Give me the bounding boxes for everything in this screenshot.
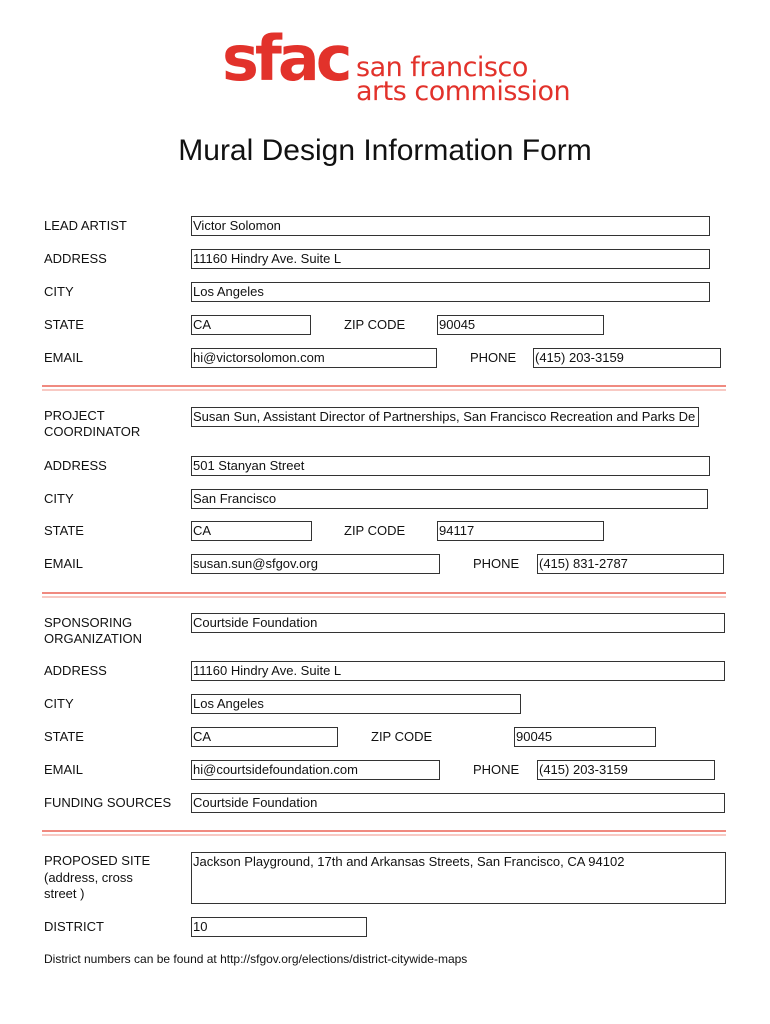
section-divider xyxy=(42,830,726,832)
sponsor-zip-label: ZIP CODE xyxy=(371,729,433,744)
sfac-logo-mark: sfac xyxy=(222,22,349,95)
sponsor-name-field[interactable]: Courtside Foundation xyxy=(191,613,725,633)
lead-artist-address-field[interactable]: 11160 Hindry Ave. Suite L xyxy=(191,249,710,269)
coordinator-city-field[interactable]: San Francisco xyxy=(191,489,708,509)
funding-sources-field[interactable]: Courtside Foundation xyxy=(191,793,725,813)
lead-artist-phone-field[interactable]: (415) 203-3159 xyxy=(533,348,721,368)
lead-artist-state-field[interactable]: CA xyxy=(191,315,311,335)
coordinator-zip-label: ZIP CODE xyxy=(344,523,406,538)
lead-artist-address-label: ADDRESS xyxy=(44,251,107,266)
coordinator-email-label: EMAIL xyxy=(44,556,84,571)
logo-text-line1: san francisco xyxy=(356,52,528,83)
coordinator-name-field[interactable]: Susan Sun, Assistant Director of Partnerships, San Francisco Recreation and Parks De xyxy=(191,407,699,427)
district-field[interactable]: 10 xyxy=(191,917,367,937)
sponsor-city-field[interactable]: Los Angeles xyxy=(191,694,521,714)
site-label-line3: street ) xyxy=(44,886,85,901)
sponsor-phone-field[interactable]: (415) 203-3159 xyxy=(537,760,715,780)
coordinator-zip-field[interactable]: 94117 xyxy=(437,521,604,541)
coordinator-phone-label: PHONE xyxy=(473,556,520,571)
coordinator-state-label: STATE xyxy=(44,523,84,538)
coordinator-label-line2: COORDINATOR xyxy=(44,424,141,439)
sponsor-phone-label: PHONE xyxy=(473,762,520,777)
coordinator-state-field[interactable]: CA xyxy=(191,521,312,541)
lead-artist-zip-field[interactable]: 90045 xyxy=(437,315,604,335)
coordinator-address-label: ADDRESS xyxy=(44,458,107,473)
coordinator-address-field[interactable]: 501 Stanyan Street xyxy=(191,456,710,476)
lead-artist-city-field[interactable]: Los Angeles xyxy=(191,282,710,302)
lead-artist-state-label: STATE xyxy=(44,317,84,332)
lead-artist-zip-label: ZIP CODE xyxy=(344,317,406,332)
district-label: DISTRICT xyxy=(44,919,104,934)
sponsor-email-field[interactable]: hi@courtsidefoundation.com xyxy=(191,760,440,780)
sponsor-label-line1: SPONSORING xyxy=(44,615,133,630)
sponsor-city-label: CITY xyxy=(44,696,74,711)
page-title: Mural Design Information Form xyxy=(178,134,592,167)
logo-text-line2: arts commission xyxy=(356,76,571,107)
site-label-line2: (address, cross xyxy=(44,870,133,885)
sponsor-state-field[interactable]: CA xyxy=(191,727,338,747)
coordinator-email-field[interactable]: susan.sun@sfgov.org xyxy=(191,554,440,574)
coordinator-phone-field[interactable]: (415) 831-2787 xyxy=(537,554,724,574)
section-divider xyxy=(42,592,726,594)
site-label-line1: PROPOSED SITE xyxy=(44,853,151,868)
sponsor-address-field[interactable]: 11160 Hindry Ave. Suite L xyxy=(191,661,725,681)
coordinator-city-label: CITY xyxy=(44,491,74,506)
sponsor-email-label: EMAIL xyxy=(44,762,84,777)
lead-artist-city-label: CITY xyxy=(44,284,74,299)
sponsor-label-line2: ORGANIZATION xyxy=(44,631,142,646)
lead-artist-email-label: EMAIL xyxy=(44,350,84,365)
sponsor-zip-field[interactable]: 90045 xyxy=(514,727,656,747)
sponsor-address-label: ADDRESS xyxy=(44,663,107,678)
sponsor-state-label: STATE xyxy=(44,729,84,744)
section-divider xyxy=(42,385,726,387)
lead-artist-phone-label: PHONE xyxy=(470,350,517,365)
lead-artist-email-field[interactable]: hi@victorsolomon.com xyxy=(191,348,437,368)
lead-artist-field[interactable]: Victor Solomon xyxy=(191,216,710,236)
district-note: District numbers can be found at http://sfgov.org/elections/district-citywide-maps xyxy=(44,952,468,966)
coordinator-label-line1: PROJECT xyxy=(44,408,105,423)
funding-sources-label: FUNDING SOURCES xyxy=(44,795,172,810)
lead-artist-label: LEAD ARTIST xyxy=(44,218,127,233)
proposed-site-field[interactable]: Jackson Playground, 17th and Arkansas Streets, San Francisco, CA 94102 xyxy=(191,852,726,904)
